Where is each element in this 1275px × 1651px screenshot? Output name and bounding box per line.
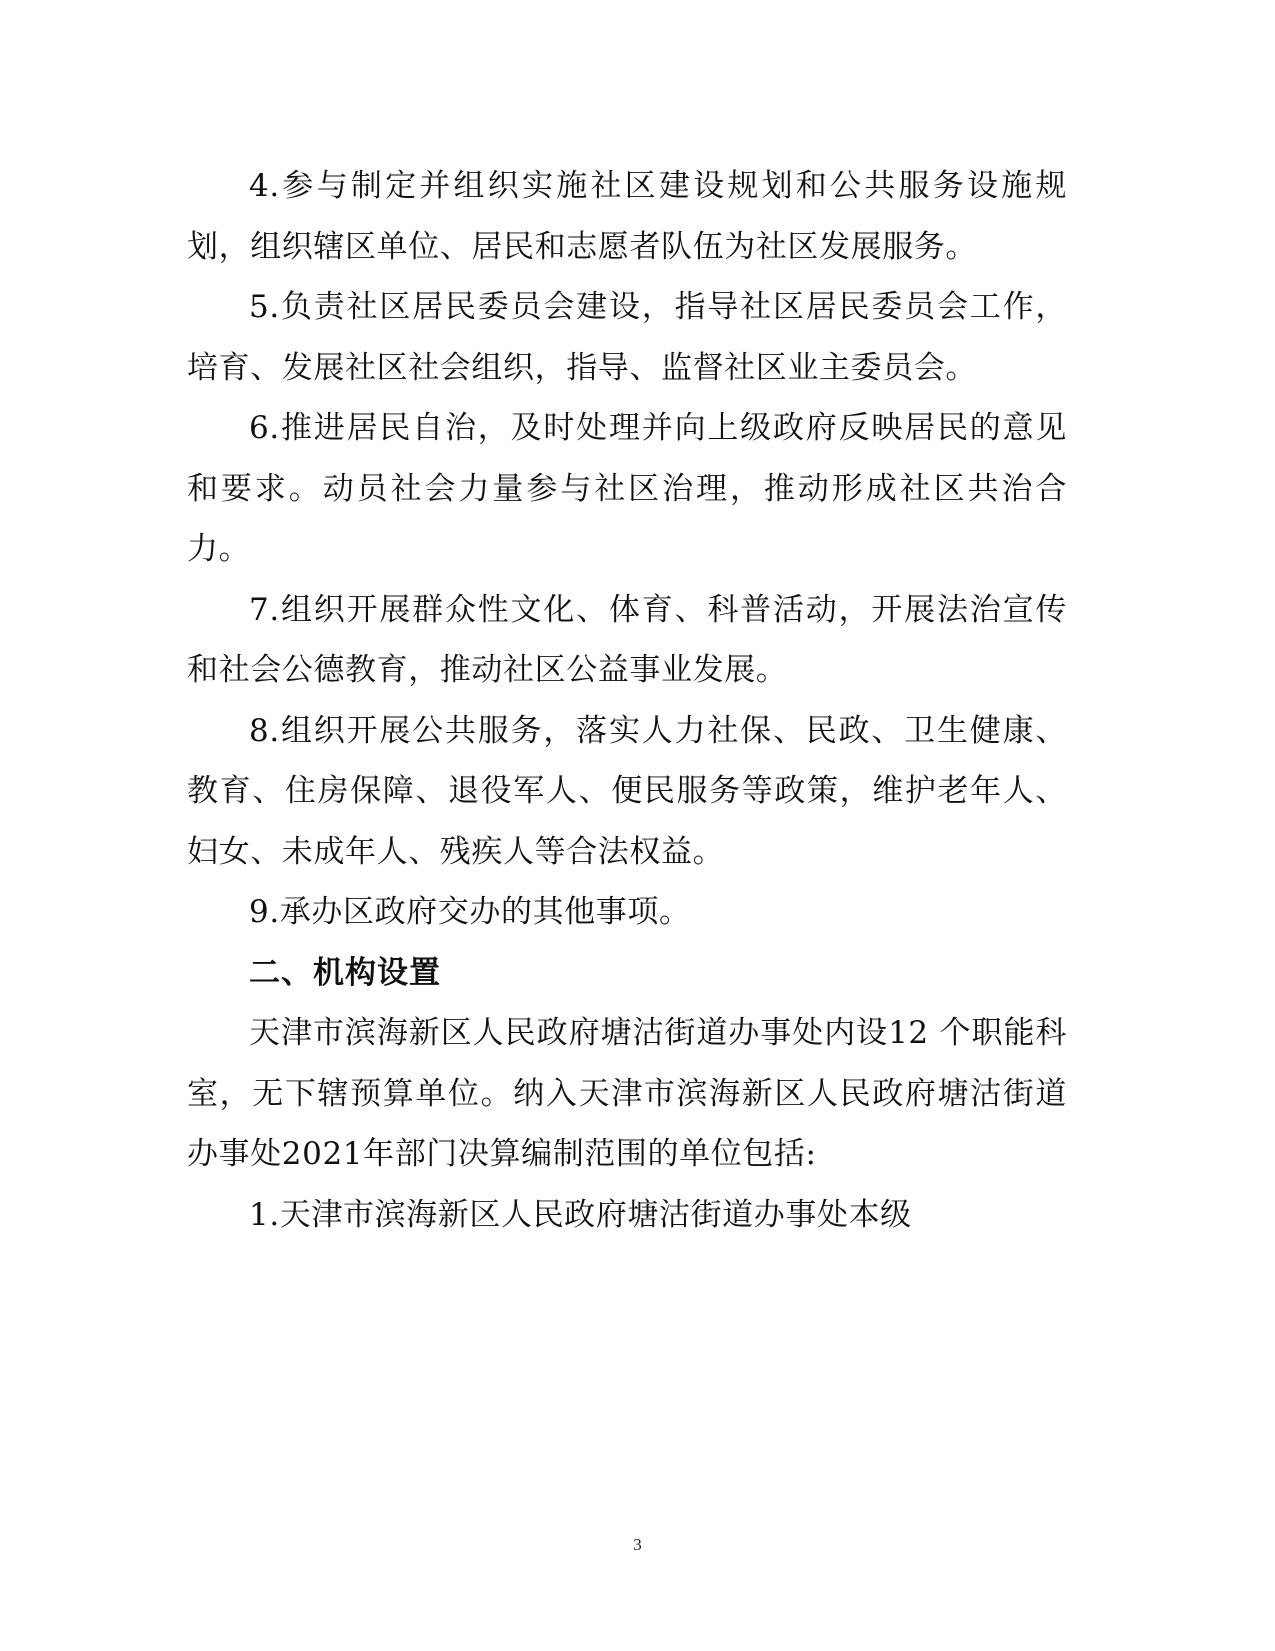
duty-item-7: 7.组织开展群众性文化、体育、科普活动，开展法治宣传和社会公德教育，推动社区公益事业发展。: [187, 591, 1067, 688]
section-heading: 二、机构设置: [249, 954, 441, 991]
duty-item-9: 9.承办区政府交办的其他事项。: [249, 894, 691, 930]
organization-description: 天津市滨海新区人民政府塘沽街道办事处内设12 个职能科室，无下辖预算单位。纳入天津市滨海新区人民政府塘沽街道办事处2021年部门决算编制范围的单位包括:: [187, 1015, 1067, 1172]
duty-item-6: 6.推进居民自治，及时处理并向上级政府反映居民的意见和要求。动员社会力量参与社区治理，推动形成社区共治合力。: [187, 410, 1067, 567]
duty-item-4: 4.参与制定并组织实施社区建设规划和公共服务设施规划，组织辖区单位、居民和志愿者队伍为社区发展服务。: [187, 168, 1067, 265]
page-number: 3: [633, 1535, 642, 1554]
duty-item-5: 5.负责社区居民委员会建设，指导社区居民委员会工作，培育、发展社区社会组织，指导、监督社区业主委员会。: [187, 289, 1067, 386]
duty-item-8: 8.组织开展公共服务，落实人力社保、民政、卫生健康、教育、住房保障、退役军人、便民服务等政策，维护老年人、妇女、未成年人、残疾人等合法权益。: [187, 712, 1067, 870]
unit-list-item-1: 1.天津市滨海新区人民政府塘沽街道办事处本级: [249, 1196, 912, 1233]
page-body: [187, 156, 1067, 1245]
